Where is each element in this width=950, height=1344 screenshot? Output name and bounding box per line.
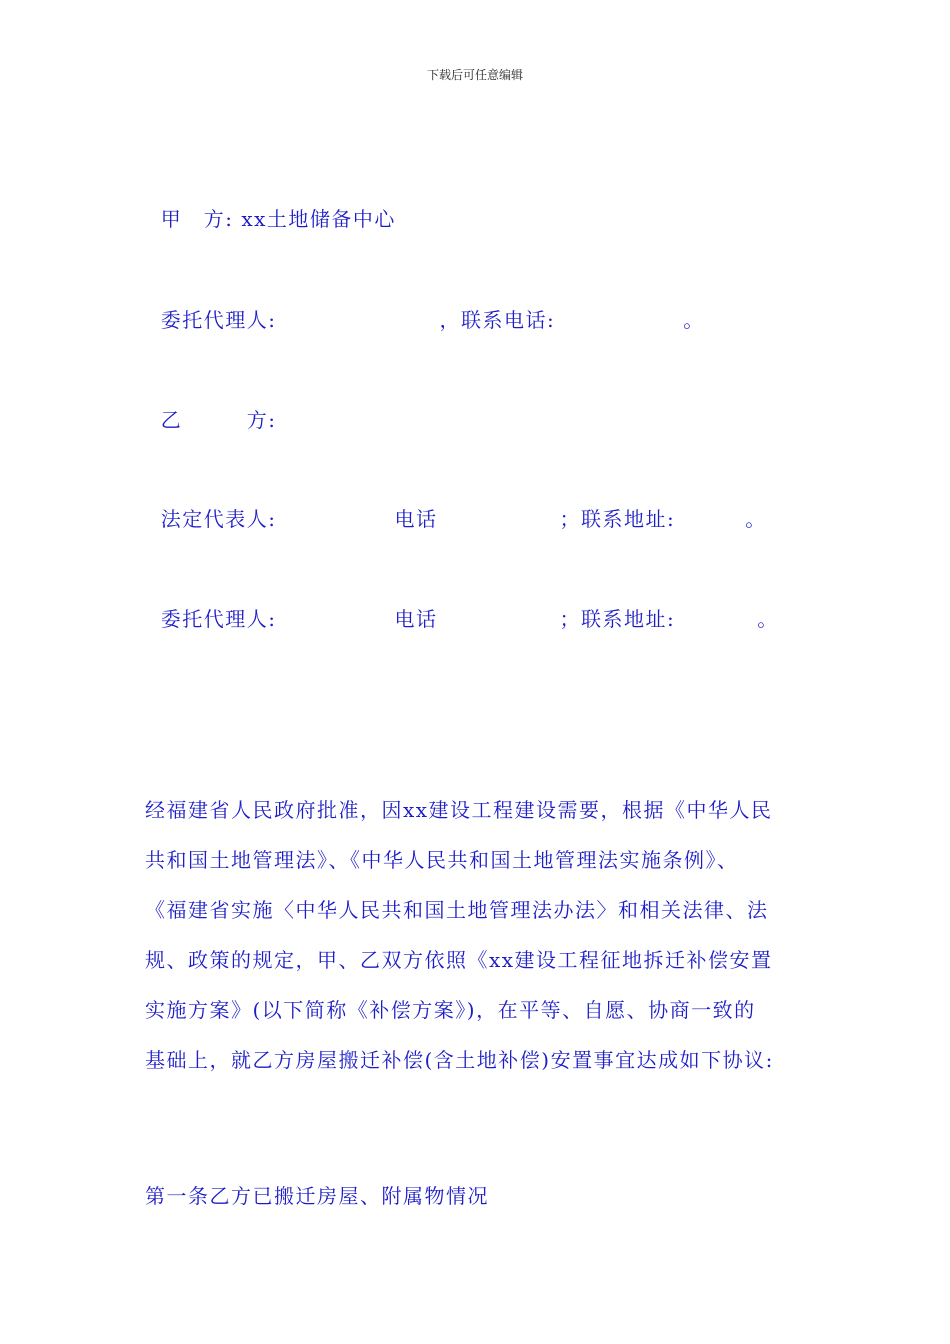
preamble-line: 共和国土地管理法》、《中华人民共和国土地管理法实施条例》、 xyxy=(145,848,739,872)
preamble-line: 实施方案》(以下简称《补偿方案》)，在平等、自愿、协商一致的 xyxy=(145,998,756,1022)
party-a-agent-line xyxy=(145,290,705,330)
legal-rep-address-label: ；联系地址: xyxy=(559,507,676,531)
party-b-agent-label: 委托代理人: xyxy=(160,607,277,631)
legal-rep-end: 。 xyxy=(745,507,767,531)
article-1-title: 第一条乙方已搬迁房屋、附属物情况 xyxy=(145,1184,489,1208)
party-a-label: 甲 方: xyxy=(160,207,242,231)
preamble-line: 基础上，就乙方房屋搬迁补偿(含土地补偿)安置事宜达成如下协议: xyxy=(145,1048,774,1072)
party-b-legal-rep-line xyxy=(145,489,767,529)
party-b-agent-line xyxy=(145,589,779,629)
party-b-agent-address-label: ；联系地址: xyxy=(559,607,676,631)
party-a-value: xx土地储备中心 xyxy=(241,207,396,231)
party-a-line xyxy=(145,189,396,229)
preamble-line: 《福建省实施〈中华人民共和国土地管理法办法〉和相关法律、法 xyxy=(145,898,769,922)
party-a-agent-label: 委托代理人: xyxy=(160,308,277,332)
party-b-agent-phone-label: 电话 xyxy=(394,607,438,631)
party-b-label: 乙 方: xyxy=(160,408,277,432)
legal-rep-phone-label: 电话 xyxy=(394,507,438,531)
preamble-line: 规、政策的规定，甲、乙双方依照《xx建设工程征地拆迁补偿安置 xyxy=(145,948,773,972)
preamble-line: 经福建省人民政府批准，因xx建设工程建设需要，根据《中华人民 xyxy=(145,798,773,822)
party-b-agent-end: 。 xyxy=(757,607,779,631)
header-note: 下载后可任意编辑 xyxy=(426,68,523,82)
party-a-agent-end: 。 xyxy=(683,308,705,332)
legal-rep-label: 法定代表人: xyxy=(160,507,277,531)
party-a-agent-phone-label: ，联系电话: xyxy=(439,308,556,332)
preamble-paragraph xyxy=(145,785,805,1085)
party-b-line xyxy=(145,390,276,430)
